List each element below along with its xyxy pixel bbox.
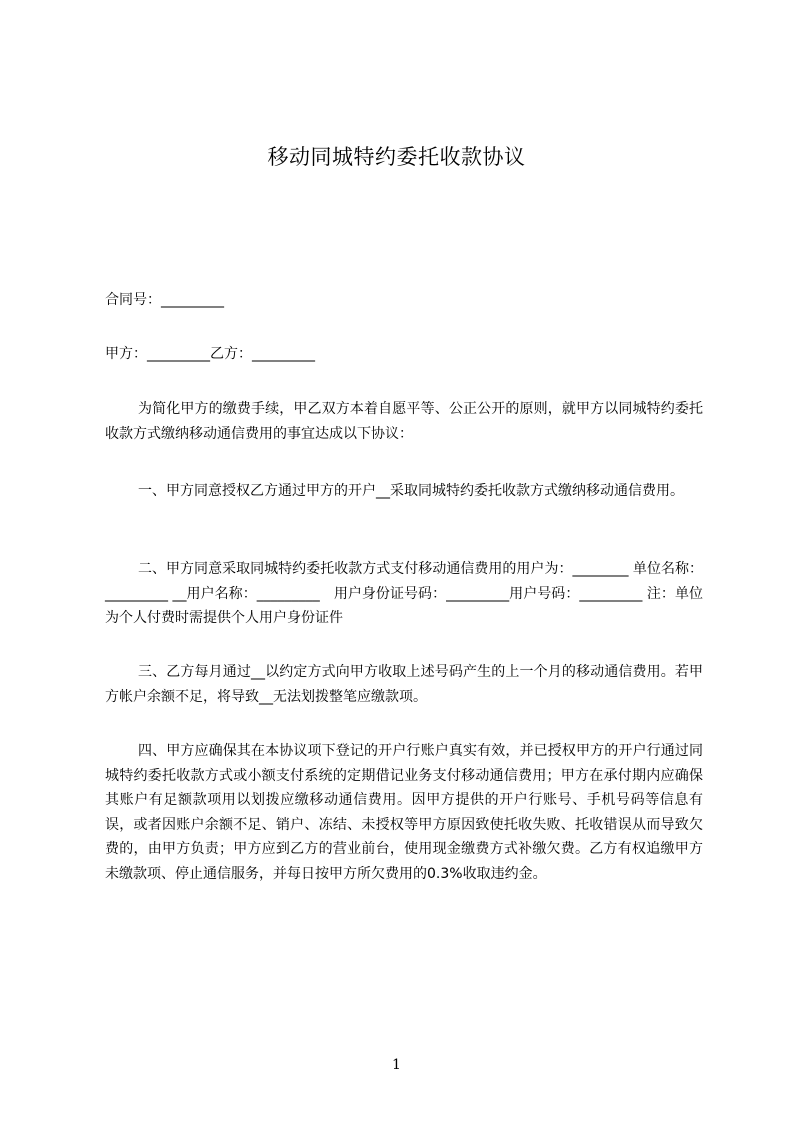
contract-number-line: 合同号：_________ [105,292,224,308]
clause-3: 三、乙方每月通过__以约定方式向甲方收取上述号码产生的上一个月的移动通信费用。若甲方帐户余额不足，将导致__无法划拨整笔应缴款项。 [105,664,703,705]
clause-1: 一、甲方同意授权乙方通过甲方的开户__采取同城特约委托收款方式缴纳移动通信费用。 [138,483,684,499]
clause-2: 二、甲方同意采取同城特约委托收款方式支付移动通信费用的用户为：________ 单位名称：_________ __用户名称：_________ 用户身份证号码：_________用户号码：_________ 注：单位为个人付费时需提供个人用户身份证件 [105,561,703,626]
document-title: 移动同城特约委托收款协议 [267,145,526,169]
clause-4: 四、甲方应确保其在本协议项下登记的开户行账户真实有效，并已授权甲方的开户行通过同城特约委托收款方式或小额支付系统的定期借记业务支付移动通信费用；甲方在承付期内应确保其账户有足额款项用以划拨应缴移动通信费用。因甲方提供的开户行账号、手机号码等信息有误，或者因账户余额不足、销户、冻结、未授权等甲方原因致使托收失败、托收错误从而导致欠费的，由甲方负责；甲方应到乙方的营业前台，使用现金缴费方式补缴欠费。乙方有权追缴甲方未缴款项、停止通信服务，并每日按甲方所欠费用的0.3%收取违约金。 [105,743,703,882]
intro-paragraph: 为简化甲方的缴费手续，甲乙双方本着自愿平等、公正公开的原则，就甲方以同城特约委托收款方式缴纳移动通信费用的事宜达成以下协议： [105,401,703,442]
page-number: 1 [392,1057,401,1073]
parties-line: 甲方：_________乙方：_________ [105,346,315,362]
